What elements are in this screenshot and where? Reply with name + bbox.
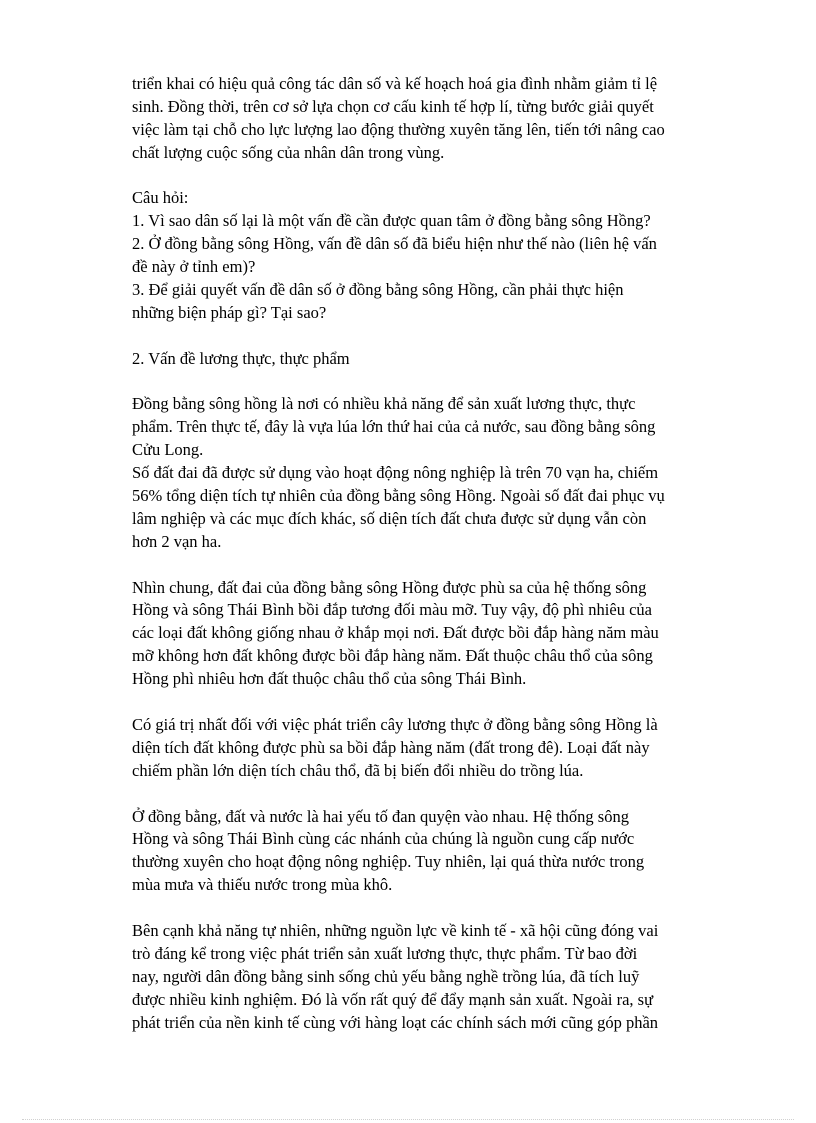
paragraph-spacer bbox=[132, 325, 747, 348]
text-line: thường xuyên cho hoạt động nông nghiệp. Tuy nhiên, lại quá thừa nước trong bbox=[132, 852, 645, 872]
text-line: Nhìn chung, đất đai của đồng bằng sông Hồng được phù sa của hệ thống sông bbox=[132, 577, 647, 597]
paragraph-spacer bbox=[132, 691, 747, 714]
paragraph-spacer bbox=[132, 371, 747, 394]
text-line: mỡ không hơn đất không được bồi đắp hàng năm. Đất thuộc châu thổ của sông bbox=[132, 646, 653, 666]
paragraph bbox=[132, 714, 747, 783]
text-line: Hồng và sông Thái Bình cùng các nhánh của chúng là nguồn cung cấp nước bbox=[132, 829, 635, 849]
text-line: chất lượng cuộc sống của nhân dân trong vùng. bbox=[132, 142, 445, 162]
text-line: Có giá trị nhất đối với việc phát triển cây lương thực ở đồng bằng sông Hồng là bbox=[132, 714, 658, 734]
paragraph bbox=[132, 920, 747, 1034]
text-line: 2. Vấn đề lương thực, thực phẩm bbox=[132, 348, 350, 368]
text-line: trò đáng kể trong việc phát triển sản xuất lương thực, thực phẩm. Từ bao đời bbox=[132, 943, 638, 963]
text-line: lâm nghiệp và các mục đích khác, số diện tích đất chưa được sử dụng vẫn còn bbox=[132, 508, 647, 528]
paragraph-spacer bbox=[132, 165, 747, 188]
question-list bbox=[132, 187, 747, 324]
paragraph-spacer bbox=[132, 783, 747, 806]
text-line: Số đất đai đã được sử dụng vào hoạt động nông nghiệp là trên 70 vạn ha, chiếm bbox=[132, 463, 659, 483]
text-line: được nhiều kinh nghiệm. Đó là vốn rất quý để đẩy mạnh sản xuất. Ngoài ra, sự bbox=[132, 989, 654, 1009]
text-line: những biện pháp gì? Tại sao? bbox=[132, 302, 327, 322]
paragraph-spacer bbox=[132, 897, 747, 920]
text-line: 3. Để giải quyết vấn đề dân số ở đồng bằng sông Hồng, cần phải thực hiện bbox=[132, 280, 624, 300]
text-line: Ở đồng bằng, đất và nước là hai yếu tố đan quyện vào nhau. Hệ thống sông bbox=[132, 806, 629, 826]
text-line: sinh. Đồng thời, trên cơ sở lựa chọn cơ cấu kinh tế hợp lí, từng bước giải quyết bbox=[132, 96, 654, 116]
text-line: hơn 2 vạn ha. bbox=[132, 531, 222, 551]
paragraph bbox=[132, 577, 747, 691]
text-line: 1. Vì sao dân số lại là một vấn đề cần được quan tâm ở đồng bằng sông Hồng? bbox=[132, 211, 651, 231]
section-heading bbox=[132, 348, 747, 371]
text-line: Câu hỏi: bbox=[132, 188, 189, 208]
text-line: triển khai có hiệu quả công tác dân số và kế hoạch hoá gia đình nhằm giảm tỉ lệ bbox=[132, 74, 658, 93]
page-bottom-divider bbox=[22, 1119, 794, 1120]
text-line: Hồng và sông Thái Bình bồi đắp tương đối màu mỡ. Tuy vậy, độ phì nhiêu của bbox=[132, 600, 652, 620]
text-line: Bên cạnh khả năng tự nhiên, những nguồn lực về kinh tế - xã hội cũng đóng vai bbox=[132, 920, 659, 940]
paragraph bbox=[132, 806, 747, 898]
paragraph bbox=[132, 73, 747, 165]
text-line: Cửu Long. bbox=[132, 440, 204, 460]
text-line: 56% tổng diện tích tự nhiên của đồng bằng sông Hồng. Ngoài số đất đai phục vụ bbox=[132, 486, 665, 506]
text-line: việc làm tại chỗ cho lực lượng lao động thường xuyên tăng lên, tiến tới nâng cao bbox=[132, 119, 665, 139]
document-body bbox=[132, 73, 747, 1034]
text-line: các loại đất không giống nhau ở khắp mọi nơi. Đất được bồi đắp hàng năm màu bbox=[132, 623, 659, 643]
text-line: mùa mưa và thiếu nước trong mùa khô. bbox=[132, 875, 393, 895]
text-line: chiếm phần lớn diện tích châu thổ, đã bị biến đổi nhiều do trồng lúa. bbox=[132, 760, 584, 780]
text-line: nay, người dân đồng bằng sinh sống chủ yếu bằng nghề trồng lúa, đã tích luỹ bbox=[132, 966, 640, 986]
text-line: đề này ở tỉnh em)? bbox=[132, 257, 256, 277]
text-line: Đồng bằng sông hồng là nơi có nhiều khả năng để sản xuất lương thực, thực bbox=[132, 394, 636, 414]
paragraph bbox=[132, 393, 747, 553]
text-line: phẩm. Trên thực tế, đây là vựa lúa lớn thứ hai của cả nước, sau đồng bằng sông bbox=[132, 417, 656, 437]
text-line: diện tích đất không được phù sa bồi đắp hàng năm (đất trong đê). Loại đất này bbox=[132, 737, 650, 757]
text-line: phát triển của nền kinh tế cùng với hàng loạt các chính sách mới cũng góp phần bbox=[132, 1012, 659, 1032]
text-line: Hồng phì nhiêu hơn đất thuộc châu thổ của sông Thái Bình. bbox=[132, 669, 527, 689]
text-line: 2. Ở đồng bằng sông Hồng, vấn đề dân số đã biểu hiện như thế nào (liên hệ vấn bbox=[132, 234, 657, 254]
paragraph-spacer bbox=[132, 554, 747, 577]
